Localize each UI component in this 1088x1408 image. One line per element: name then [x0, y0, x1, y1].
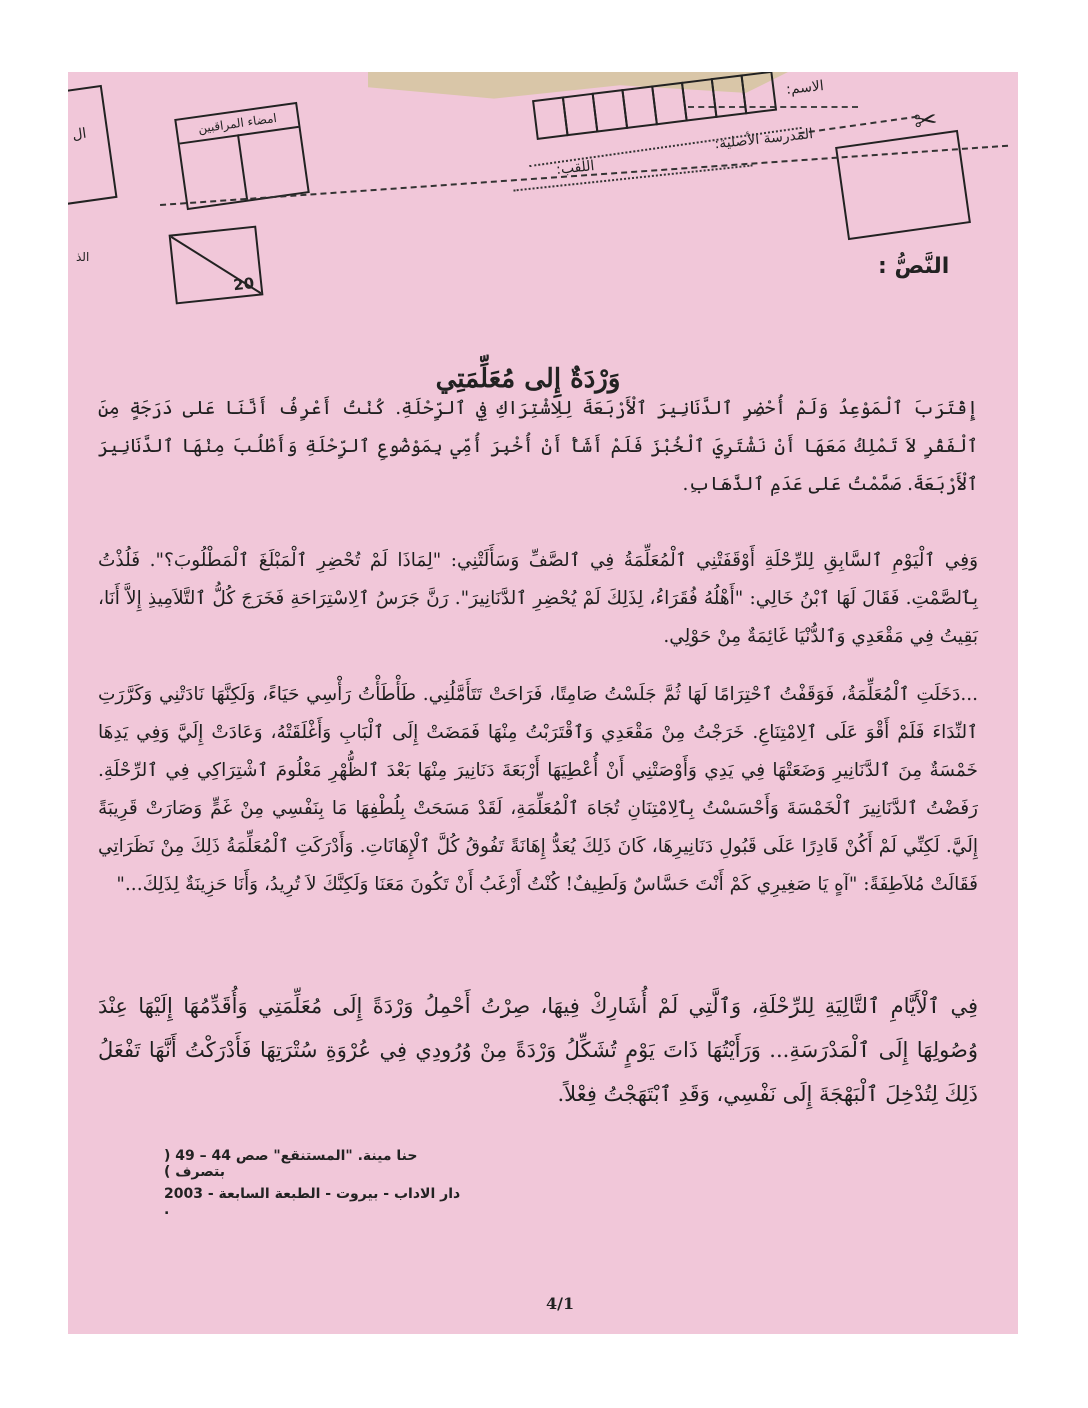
exam-sheet: [68, 72, 1018, 1334]
proctor-divider: [237, 134, 248, 200]
photo-box: [835, 130, 971, 240]
edge-box: [68, 85, 118, 209]
scissors-icon: ✂: [911, 102, 940, 139]
lastname-label: اللقب:: [555, 158, 596, 178]
edge-label: ال: [71, 125, 88, 144]
school-label: المدرسة الأصلية:: [713, 126, 814, 153]
id-digit-box: [740, 72, 777, 114]
name-label: الاسم:: [785, 78, 825, 98]
paragraph-4: فِي ٱلْأَيَّامِ ٱلتَّالِيَةِ لِلرِّحْلَةِ، وَٱلَّتِي لَمْ أُشَارِكْ فِيهَا، صِرْتُ أَحْمِلُ وَرْدَةً إِلَى مُعَلِّمَتِي وَأُقَدِّمُهَا إِلَيْهَا عِنْدَ وُصُولِهَا إِلَى ٱلْمَدْرَسَةِ... وَرَأَيْتُهَا ذَاتَ يَوْمٍ تُشَكِّلُ وَرْدَةً مِنْ وُرُودِي فِي عُرْوَةِ سُتْرَتِهَا فَأَدْرَكْتُ أَنَّهَا تَفْعَلُ ذَلِكَ لِتُدْخِلَ ٱلْبَهْجَةَ إِلَى نَفْسِي، وَقَدِ ٱبْتَهَجْتُ فِعْلاً.: [98, 994, 978, 1106]
text-title: وَرْدَةٌ إِلى مُعَلِّمَتِي: [435, 364, 621, 394]
paragraph-1: إِقْتَرَبَ ٱلْمَوْعِدُ وَلَمْ أُحْضِرِ ٱلدَّنَانِيرَ ٱلْأَرْبَعَةَ لِلِاشْتِرَاكِ فِي ٱلرِّحْلَةِ. كُنْتُ أَعْرِفُ أَنَّنَا عَلى دَرَجَةٍ مِنَ ٱلْفَقْرِ لاَ تَمْلِكُ مَعَهَا أَنْ نَشْتَرِيَ ٱلْخُبْزَ فَلَمْ أَشَأْ أَنْ أُخْبِرَ أُمِّي بِمَوْضُوعِ ٱلرِّحْلَةِ وَأَطْلُبَ مِنْهَا ٱلدَّنَانِيرَ ٱلْأَرْبَعَةَ. صَمَّمْتُ عَلى عَدَمِ ٱلذَّهَابِ.: [98, 398, 978, 495]
grade-box: [169, 226, 264, 305]
source-publisher-line: دار الاداب - بيروت - الطبعة السابعة - 2003 .: [164, 1186, 461, 1218]
edge-label-2: الذ: [76, 250, 90, 264]
paragraph-2: وَفِي ٱلْيَوْمِ ٱلسَّابِقِ لِلرِّحْلَةِ أَوْقَفَتْنِي ٱلْمُعَلِّمَةُ فِي ٱلصَّفِّ وَسَأَلَتْنِي: "لِمَاذَا لَمْ تُحْضِرِ ٱلْمَبْلَغَ ٱلْمَطْلُوبَ؟". فَلُذْتُ بِٱلصَّمْتِ. فَقَالَ لَهَا ٱبْنُ خَالِي: "أَهْلُهُ فُقَرَاءُ، لِذَلِكَ لَمْ يُحْضِرِ ٱلدَّنَانِيرَ". رَنَّ جَرَسُ ٱلِاسْتِرَاحَةِ فَخَرَجَ كُلُّ ٱلتَّلاَمِيذِ إِلاَّ أَنَا، بَقِيتُ فِي مَقْعَدِي وَٱلدُّنْيَا غَائِمَةٌ مِنْ حَوْلِي.: [98, 550, 978, 647]
proctor-signature-label: امضاء المراقبين: [176, 104, 298, 144]
grade-total: 20: [232, 274, 256, 295]
cut-line-top: [798, 116, 917, 135]
source-author-line: حنا مينة. "المستنقع" صص 44 – 49 ( بتصرف ): [164, 1148, 418, 1180]
page-number: 4/1: [546, 1294, 575, 1313]
paragraph-3: ...دَخَلَتِ ٱلْمُعَلِّمَةُ، فَوَقَفْتُ ٱحْتِرَامًا لَهَا ثُمَّ جَلَسْتُ صَامِتًا، فَرَاحَتْ تَتَأَمَّلُنِي. طَأْطَأْتُ رَأْسِي حَيَاءً، وَلَكِنَّهَا نَادَتْنِي وَكَرَّرَتِ ٱلنِّدَاءَ فَلَمْ أَقْوَ عَلَى ٱلِامْتِنَاعِ. خَرَجْتُ مِنْ مَقْعَدِي وَٱقْتَرَبْتُ مِنْهَا فَمَضَتْ إِلَى ٱلْبَابِ وَأَغْلَقَتْهُ، وَعَادَتْ إِلَيَّ وَفِي يَدِهَا خَمْسَةٌ مِنَ ٱلدَّنَانِيرِ وَضَعَتْهَا فِي يَدِي وَأَوْصَتْنِي أَنْ أُعْطِيَهَا أَرْبَعَةَ دَنَانِيرَ مِنْهَا بَعْدَ ٱلظُّهْرِ مَعْلُومَ ٱشْتِرَاكِي فِي ٱلرِّحْلَةِ. رَفَضْتُ ٱلدَّنَانِيرَ ٱلْخَمْسَةَ وَأَحْسَسْتُ بِٱلِامْتِنَانِ تُجَاهَ ٱلْمُعَلِّمَةِ، لَقَدْ مَسَحَتْ بِلُطْفِهَا مَا بِنَفْسِي مِنْ غَمٍّ وَصَارَتْ قَرِيبَةً إِلَيَّ. لَكِنِّي لَمْ أَكُنْ قَادِرًا عَلَى قَبُولِ دَنَانِيرِهَا، كَانَ ذَلِكَ يُعَدُّ إِهَانَةً تَفُوقُ كُلَّ ٱلْإِهَانَاتِ. وَأَدْرَكَتِ ٱلْمُعَلِّمَةُ ذَلِكَ مِنْ نَظَرَاتِي فَقَالَتْ مُلاَطِفَةً: "آهٍ يَا صَغِيرِي كَمْ أَنْتَ حَسَّاسٌ وَلَطِيفٌ! كُنْتُ أَرْغَبُ أَنْ تَكُونَ مَعَنَا وَلَكِنَّكَ لاَ تُرِيدُ، وَأَنَا حَزِينَةٌ لِذَلِكَ...": [98, 684, 978, 895]
text-section-label: النَّصُّ :: [878, 254, 950, 279]
